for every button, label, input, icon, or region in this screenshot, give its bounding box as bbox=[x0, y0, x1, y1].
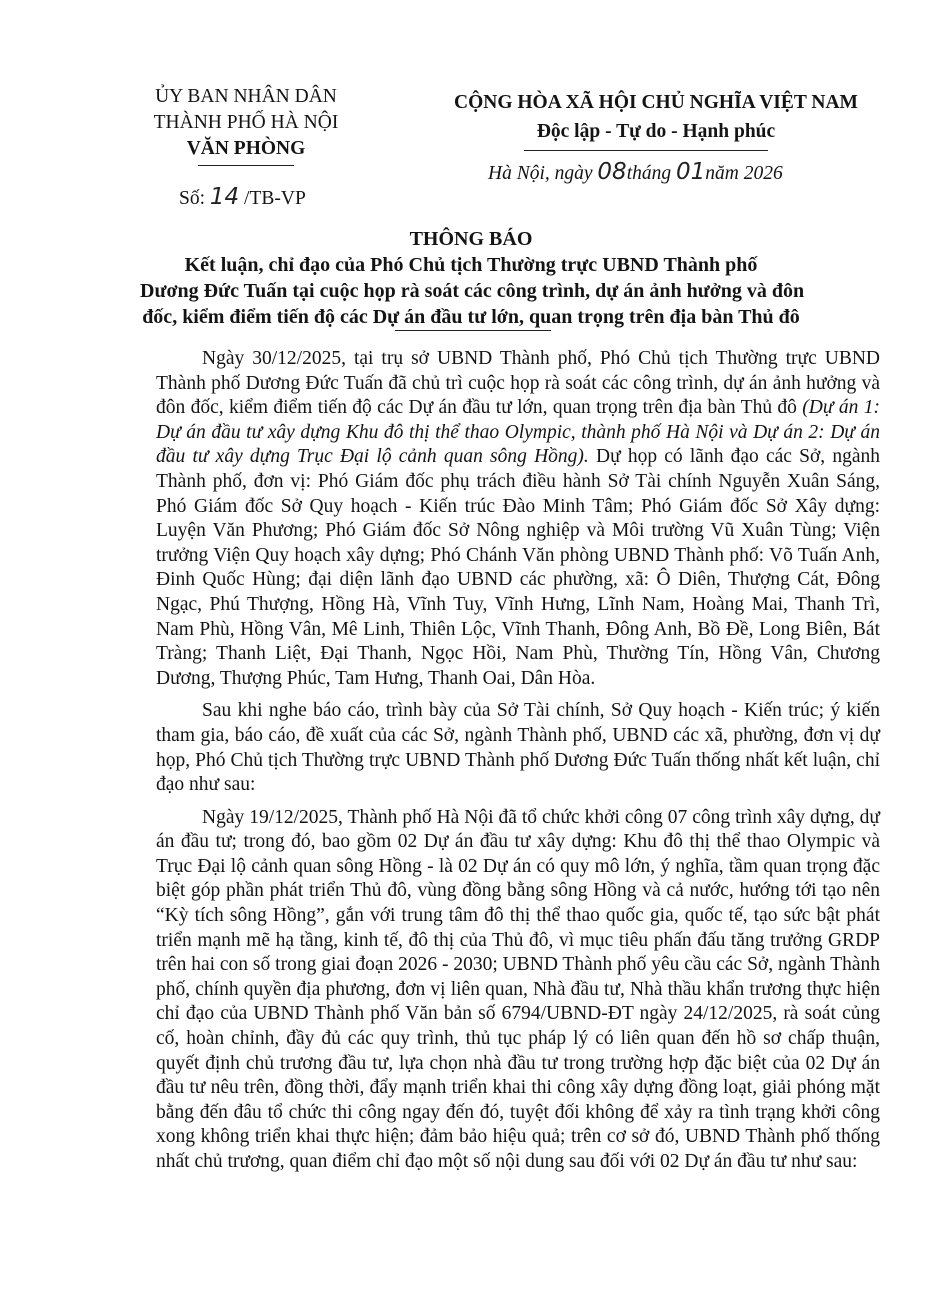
agency-underline bbox=[198, 165, 294, 166]
title-subject-line-2: Dương Đức Tuấn tại cuộc họp rà soát các công trình, dự án ảnh hưởng và đôn bbox=[140, 280, 805, 302]
document-date bbox=[488, 159, 783, 185]
document-number-suffix: /TB-VP bbox=[244, 188, 306, 209]
motto: Độc lập - Tự do - Hạnh phúc bbox=[536, 121, 776, 142]
title-subject-line-3: đốc, kiểm điểm tiến độ các Dự án đầu tư lớn, quan trọng trên địa bàn Thủ đô bbox=[142, 306, 800, 328]
document-title bbox=[140, 226, 805, 330]
paragraph-1-intro: Ngày 30/12/2025, tại trụ sở UBND Thành phố, Phó Chủ tịch Thường trực UBND Thành phố Dương Đức Tuấn đã chủ trì cuộc họp rà soát các công trình, dự án ảnh hưởng và đôn đốc, kiểm điểm tiến độ các Dự án đầu tư lớn, quan trọng trên địa bàn Thủ đô bbox=[156, 348, 880, 419]
paragraph-1-attendees: Dự họp có lãnh đạo các Sở, ngành Thành phố, đơn vị: Phó Giám đốc phụ trách điều hành Sở Tài chính Nguyễn Xuân Sáng, Phó Giám đốc Sở Quy hoạch - Kiến trúc Đào Minh Tâm; Phó Giám đốc Sở Xây dựng: Luyện Văn Phương; Phó Giám đốc Sở Nông nghiệp và Môi trường Vũ Xuân Tùng; Viện trưởng Viện Quy hoạch xây dựng; Phó Chánh Văn phòng UBND Thành phố: Võ Tuấn Anh, Đinh Quốc Hùng; đại diện lãnh đạo UBND các phường, xã: Ô Diên, Thượng Cát, Đông Ngạc, Phú Thượng, Hồng Hà, Vĩnh Tuy, Vĩnh Hưng, Lĩnh Nam, Hoàng Mai, Thanh Trì, Nam Phù, Hồng Vân, Mê Linh, Thiên Lộc, Vĩnh Thanh, Đông Anh, Bồ Đề, Long Biên, Bát Tràng; Thanh Liệt, Đại Thanh, Ngọc Hồi, Nam Phù, Thường Tín, Hồng Vân, Chương Dương, Thượng Phúc, Tam Hưng, Thanh Oai, Dân Hòa. bbox=[156, 446, 881, 689]
date-month-label: tháng bbox=[626, 163, 672, 184]
country-name: CỘNG HÒA XÃ HỘI CHỦ NGHĨA VIỆT NAM bbox=[454, 92, 858, 113]
paragraph-3: Ngày 19/12/2025, Thành phố Hà Nội đã tổ chức khởi công 07 công trình xây dựng, dự án đầu tư; trong đó, bao gồm 02 Dự án đầu tư xây dựng: Khu đô thị thể thao Olympic và Trục Đại lộ cảnh quan sông Hồng - là 02 Dự án có quy mô lớn, ý nghĩa, tầm quan trọng đặc biệt góp phần phát triển Thủ đô, vùng đồng bằng sông Hồng và cả nước, hướng tới tạo nên “Kỳ tích sông Hồng”, gắn với trung tâm đô thị thể thao quốc gia, quốc tế, tạo sức bật phát triển mạnh mẽ hạ tầng, kinh tế, đô thị của Thủ đô, vì mục tiêu phấn đấu tăng trưởng GRDP trên hai con số trong giai đoạn 2026 - 2030; UBND Thành phố yêu cầu các Sở, ngành Thành phố, chính quyền địa phương, đơn vị liên quan, Nhà đầu tư, Nhà thầu khẩn trương thực hiện chỉ đạo của UBND Thành phố Văn bản số 6794/UBND-ĐT ngày 24/12/2025, rà soát củng cố, hoàn chỉnh, đầy đủ các quy trình, thủ tục pháp lý có liên quan đến hồ sơ chấp thuận, quyết định chủ trương đầu tư, lựa chọn nhà đầu tư trong trường hợp đặc biệt của 02 Dự án đầu tư nêu trên, đồng thời, đẩy mạnh triển khai thi công xây dựng đồng loạt, giải phóng mặt bằng đến đâu tổ chức thi công ngay đến đó, tuyệt đối không để xảy ra tình trạng khởi công xong không triển khai thực hiện; đảm bảo hiệu quả; trên cơ sở đó, UBND Thành phố thống nhất chủ trương, quan điểm chỉ đạo một số nội dung sau đối với 02 Dự án đầu tư như sau: bbox=[156, 806, 880, 1172]
paragraph-1 bbox=[156, 347, 880, 691]
document-number bbox=[179, 184, 306, 210]
date-month-handwritten: 01 bbox=[676, 159, 706, 185]
paragraph-2: Sau khi nghe báo cáo, trình bày của Sở Tài chính, Sở Quy hoạch - Kiến trúc; ý kiến tham gia, báo cáo, đề xuất của các Sở, ngành Thành phố, UBND các xã, phường, đơn vị dự họp, Phó Chủ tịch Thường trực UBND Thành phố Dương Đức Tuấn thống nhất kết luận, chỉ đạo như sau: bbox=[156, 700, 880, 796]
date-day-handwritten: 08 bbox=[597, 159, 627, 185]
title-subject-line-1: Kết luận, chỉ đạo của Phó Chủ tịch Thường trực UBND Thành phố bbox=[184, 254, 758, 276]
date-place: Hà Nội, ngày bbox=[488, 163, 593, 184]
title-heading: THÔNG BÁO bbox=[409, 228, 533, 250]
national-motto-block bbox=[422, 88, 890, 146]
motto-underline bbox=[524, 150, 768, 151]
document-number-prefix: Số: bbox=[179, 188, 206, 209]
document-number-handwritten: 14 bbox=[209, 184, 240, 210]
date-year: năm 2026 bbox=[705, 163, 783, 184]
agency-line-1: ỦY BAN NHÂN DÂN bbox=[155, 86, 337, 107]
agency-line-2: THÀNH PHỐ HÀ NỘI bbox=[153, 112, 339, 133]
title-underline bbox=[395, 330, 551, 331]
issuing-agency-block bbox=[118, 84, 374, 162]
document-body bbox=[156, 347, 880, 1183]
paragraph-1-projects: (Dự án 1: Dự án đầu tư xây dựng Khu đô thị thể thao Olympic, thành phố Hà Nội và Dự án 2: Dự án đầu tư xây dựng Trục Đại lộ cảnh quan sông Hồng). bbox=[156, 397, 880, 468]
agency-office: VĂN PHÒNG bbox=[186, 138, 306, 159]
